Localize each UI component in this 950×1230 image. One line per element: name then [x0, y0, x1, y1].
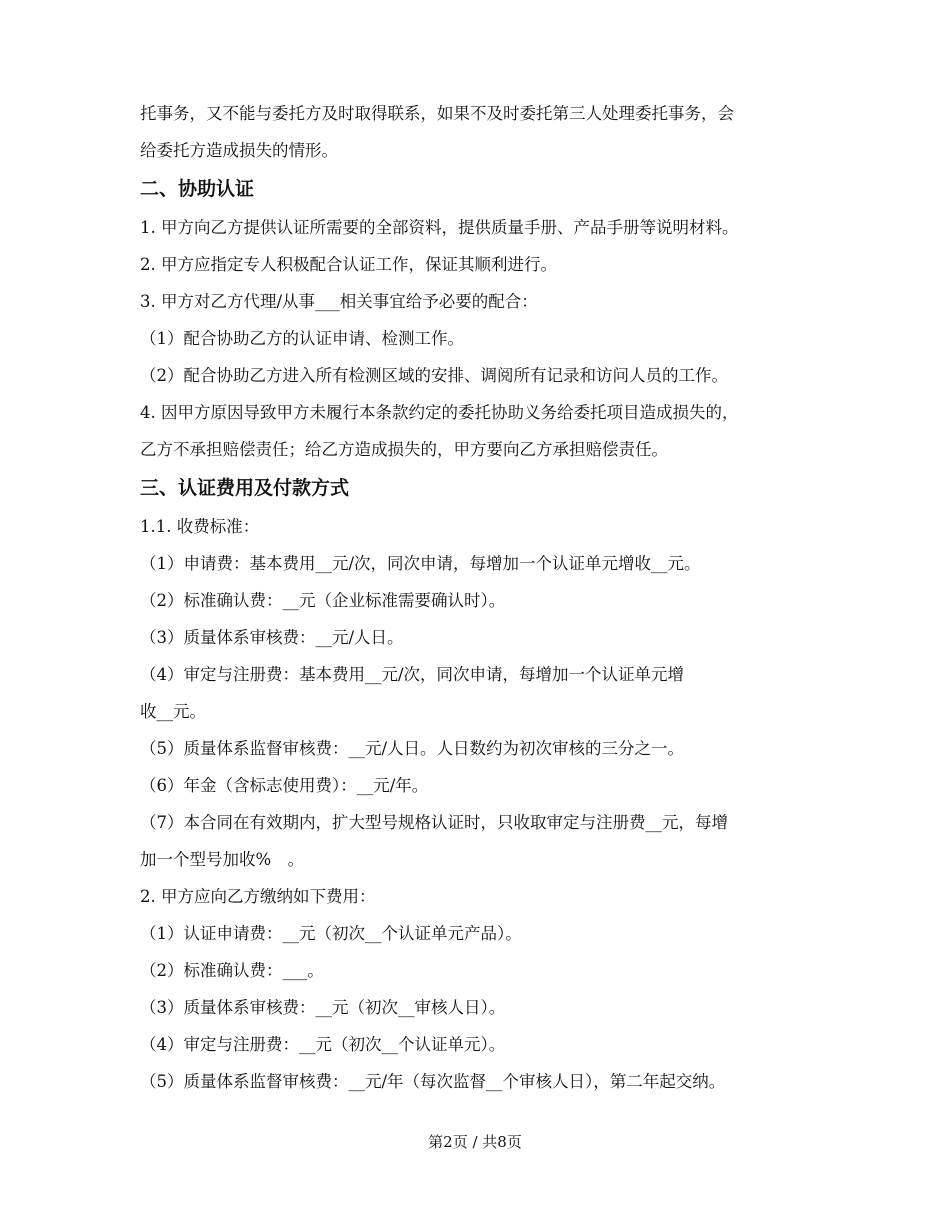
section-heading-fees-payment: 三、认证费用及付款方式 [140, 477, 350, 499]
paragraph-line: 4. 因甲方原因导致甲方未履行本条款约定的委托协助义务给委托项目造成损失的， [140, 403, 739, 422]
paragraph-line: （2）标准确认费：___。 [140, 961, 324, 980]
paragraph-line: 收__元。 [140, 702, 206, 721]
paragraph-line: （2）标准确认费：__元（企业标准需要确认时）。 [140, 591, 506, 610]
paragraph-line: 2. 甲方应向乙方缴纳如下费用： [140, 887, 376, 906]
paragraph-line: （3）质量体系审核费：__元/人日。 [140, 628, 404, 647]
document-body [140, 95, 812, 1100]
paragraph-line: （5）质量体系监督审核费：__元/人日。人日数约为初次审核的三分之一。 [140, 739, 685, 758]
paragraph-line: 托事务，又不能与委托方及时取得联系，如果不及时委托第三人处理委托事务，会 [140, 104, 734, 123]
paragraph-line: （2）配合协助乙方进入所有检测区域的安排、调阅所有记录和访问人员的工作。 [140, 366, 728, 385]
paragraph-line: 3. 甲方对乙方代理/从事___相关事宜给予必要的配合： [140, 292, 538, 311]
section-heading-assist-certification: 二、协助认证 [140, 178, 255, 200]
paragraph-line: 1. 甲方向乙方提供认证所需要的全部资料，提供质量手册、产品手册等说明材料。 [140, 218, 739, 237]
paragraph-line: 乙方不承担赔偿责任；给乙方造成损失的，甲方要向乙方承担赔偿责任。 [140, 440, 668, 459]
paragraph-line: 2. 甲方应指定专人积极配合认证工作，保证其顺利进行。 [140, 255, 557, 274]
paragraph-line: （4）审定与注册费：基本费用__元/次，同次申请，每增加一个认证单元增 [140, 665, 685, 684]
paragraph-line: （1）配合协助乙方的认证申请、检测工作。 [140, 329, 464, 348]
paragraph-line: （6）年金（含标志使用费）：__元/年。 [140, 776, 429, 795]
paragraph-line: 加一个型号加收% 。 [140, 850, 305, 869]
paragraph-line: 1.1. 收费标准： [140, 517, 260, 536]
paragraph-line: （1）认证申请费：__元（初次__个认证单元产品）。 [140, 924, 522, 943]
page-footer [0, 1130, 950, 1154]
paragraph-line: 给委托方造成损失的情形。 [140, 141, 338, 160]
paragraph-line: （4）审定与注册费：__元（初次__个认证单元）。 [140, 1035, 506, 1054]
paragraph-line: （1）申请费：基本费用__元/次，同次申请，每增加一个认证单元增收__元。 [140, 554, 701, 573]
paragraph-line: （5）质量体系监督审核费：__元/年（每次监督__个审核人日），第二年起交纳。 [140, 1072, 726, 1091]
paragraph-line: （7）本合同在有效期内，扩大型号规格认证时，只收取审定与注册费__元，每增 [140, 813, 728, 832]
paragraph-line: （3）质量体系审核费：__元（初次__审核人日）。 [140, 998, 506, 1017]
page-number-indicator: 第2页 / 共8页 [428, 1133, 522, 1151]
